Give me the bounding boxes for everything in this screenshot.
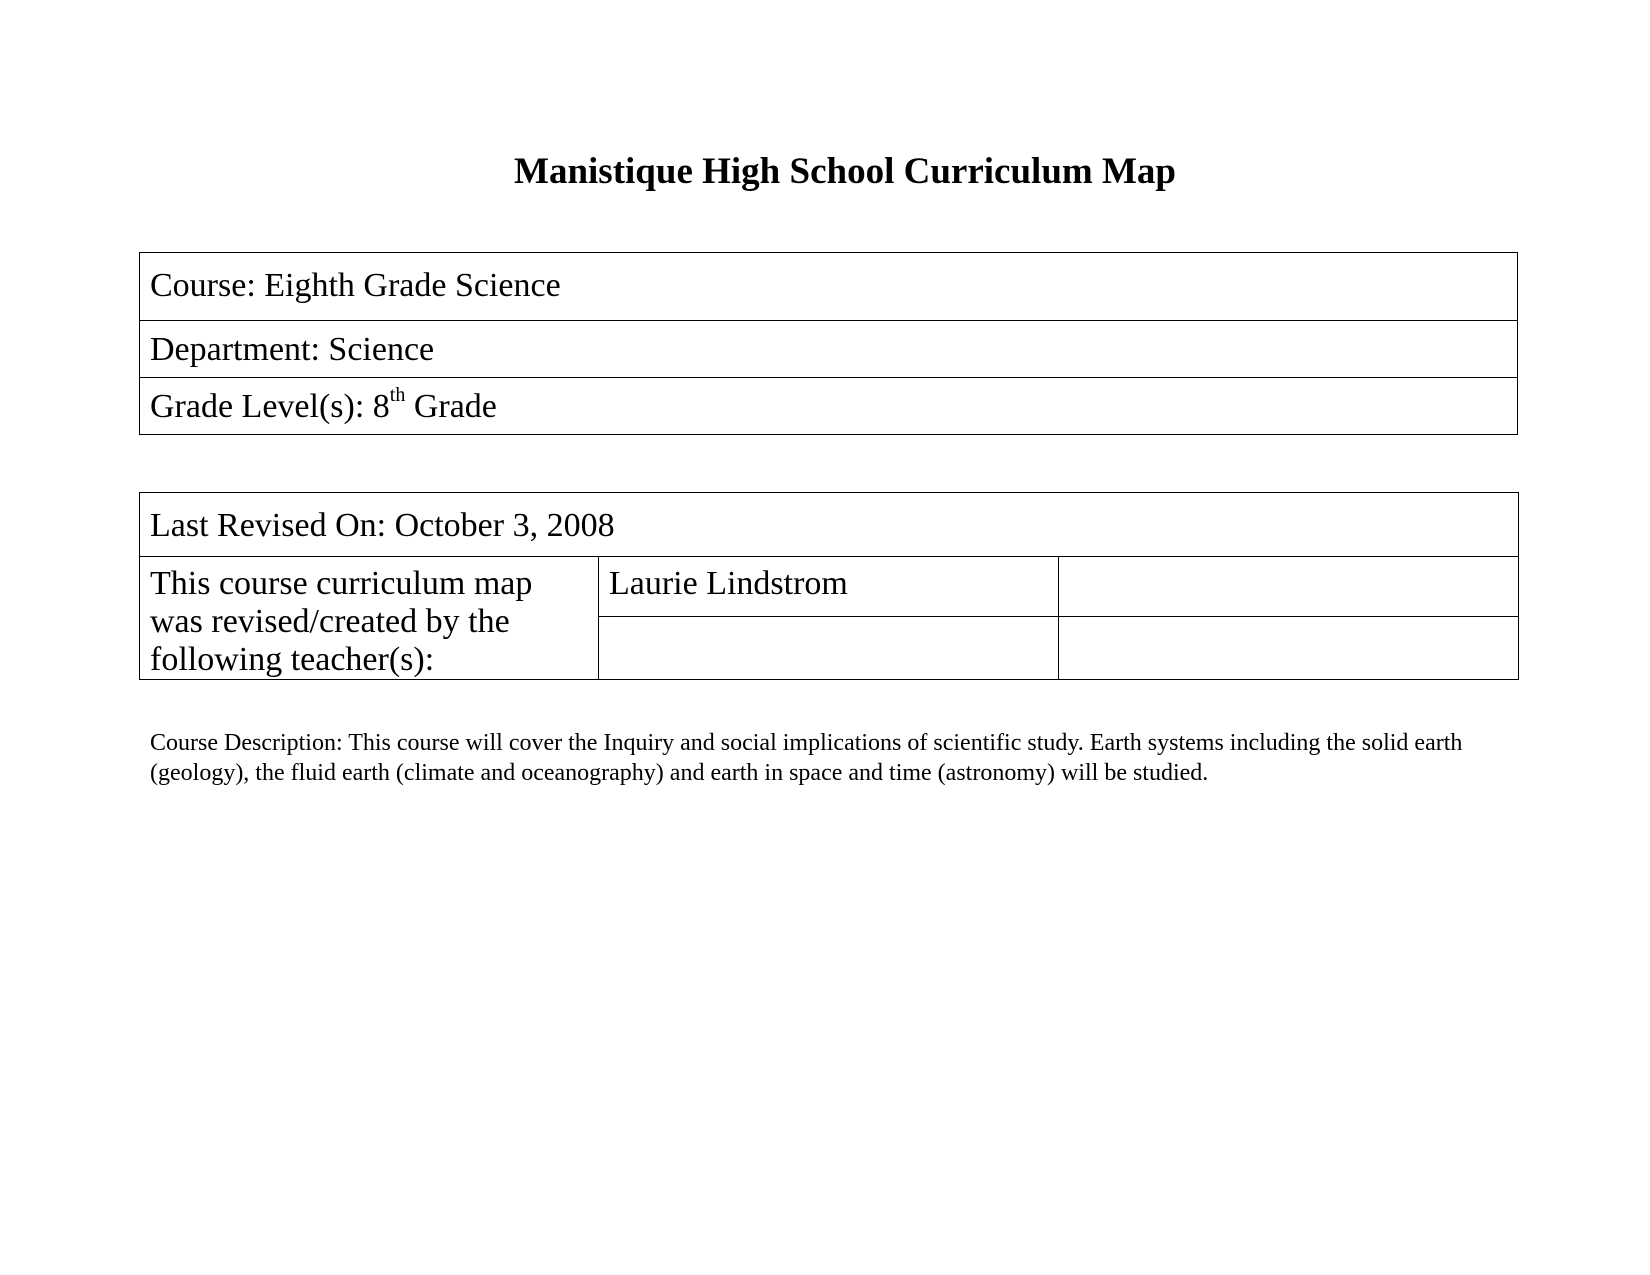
table-row: [140, 557, 1519, 617]
table-row: [140, 321, 1518, 378]
table-row: [140, 378, 1518, 435]
grade-level-suffix: Grade: [405, 388, 497, 425]
teacher-cell: Laurie Lindstrom: [599, 557, 1059, 617]
teacher-cell: [1059, 616, 1519, 679]
revision-table: [139, 492, 1519, 680]
grade-level-cell: [140, 378, 1518, 435]
table-row: [140, 493, 1519, 557]
course-description: Course Description: This course will cover the Inquiry and social implications of scientific study. Earth systems including the solid earth (geology), the fluid earth (climate and oceanography) and earth in space and time (astronomy) will be studied.: [150, 730, 1463, 786]
grade-level-prefix: Grade Level(s): 8: [150, 388, 390, 425]
course-info-table: [139, 252, 1518, 435]
last-revised-cell: Last Revised On: October 3, 2008: [140, 493, 1519, 557]
teachers-label-cell: This course curriculum map was revised/created by the following teacher(s):: [140, 557, 599, 680]
page-title: Manistique High School Curriculum Map: [514, 151, 1176, 192]
teacher-cell: [1059, 557, 1519, 617]
course-cell: Course: Eighth Grade Science: [140, 253, 1518, 321]
department-cell: Department: Science: [140, 321, 1518, 378]
teacher-cell: [599, 616, 1059, 679]
table-row: [140, 253, 1518, 321]
grade-level-superscript: th: [389, 383, 406, 406]
